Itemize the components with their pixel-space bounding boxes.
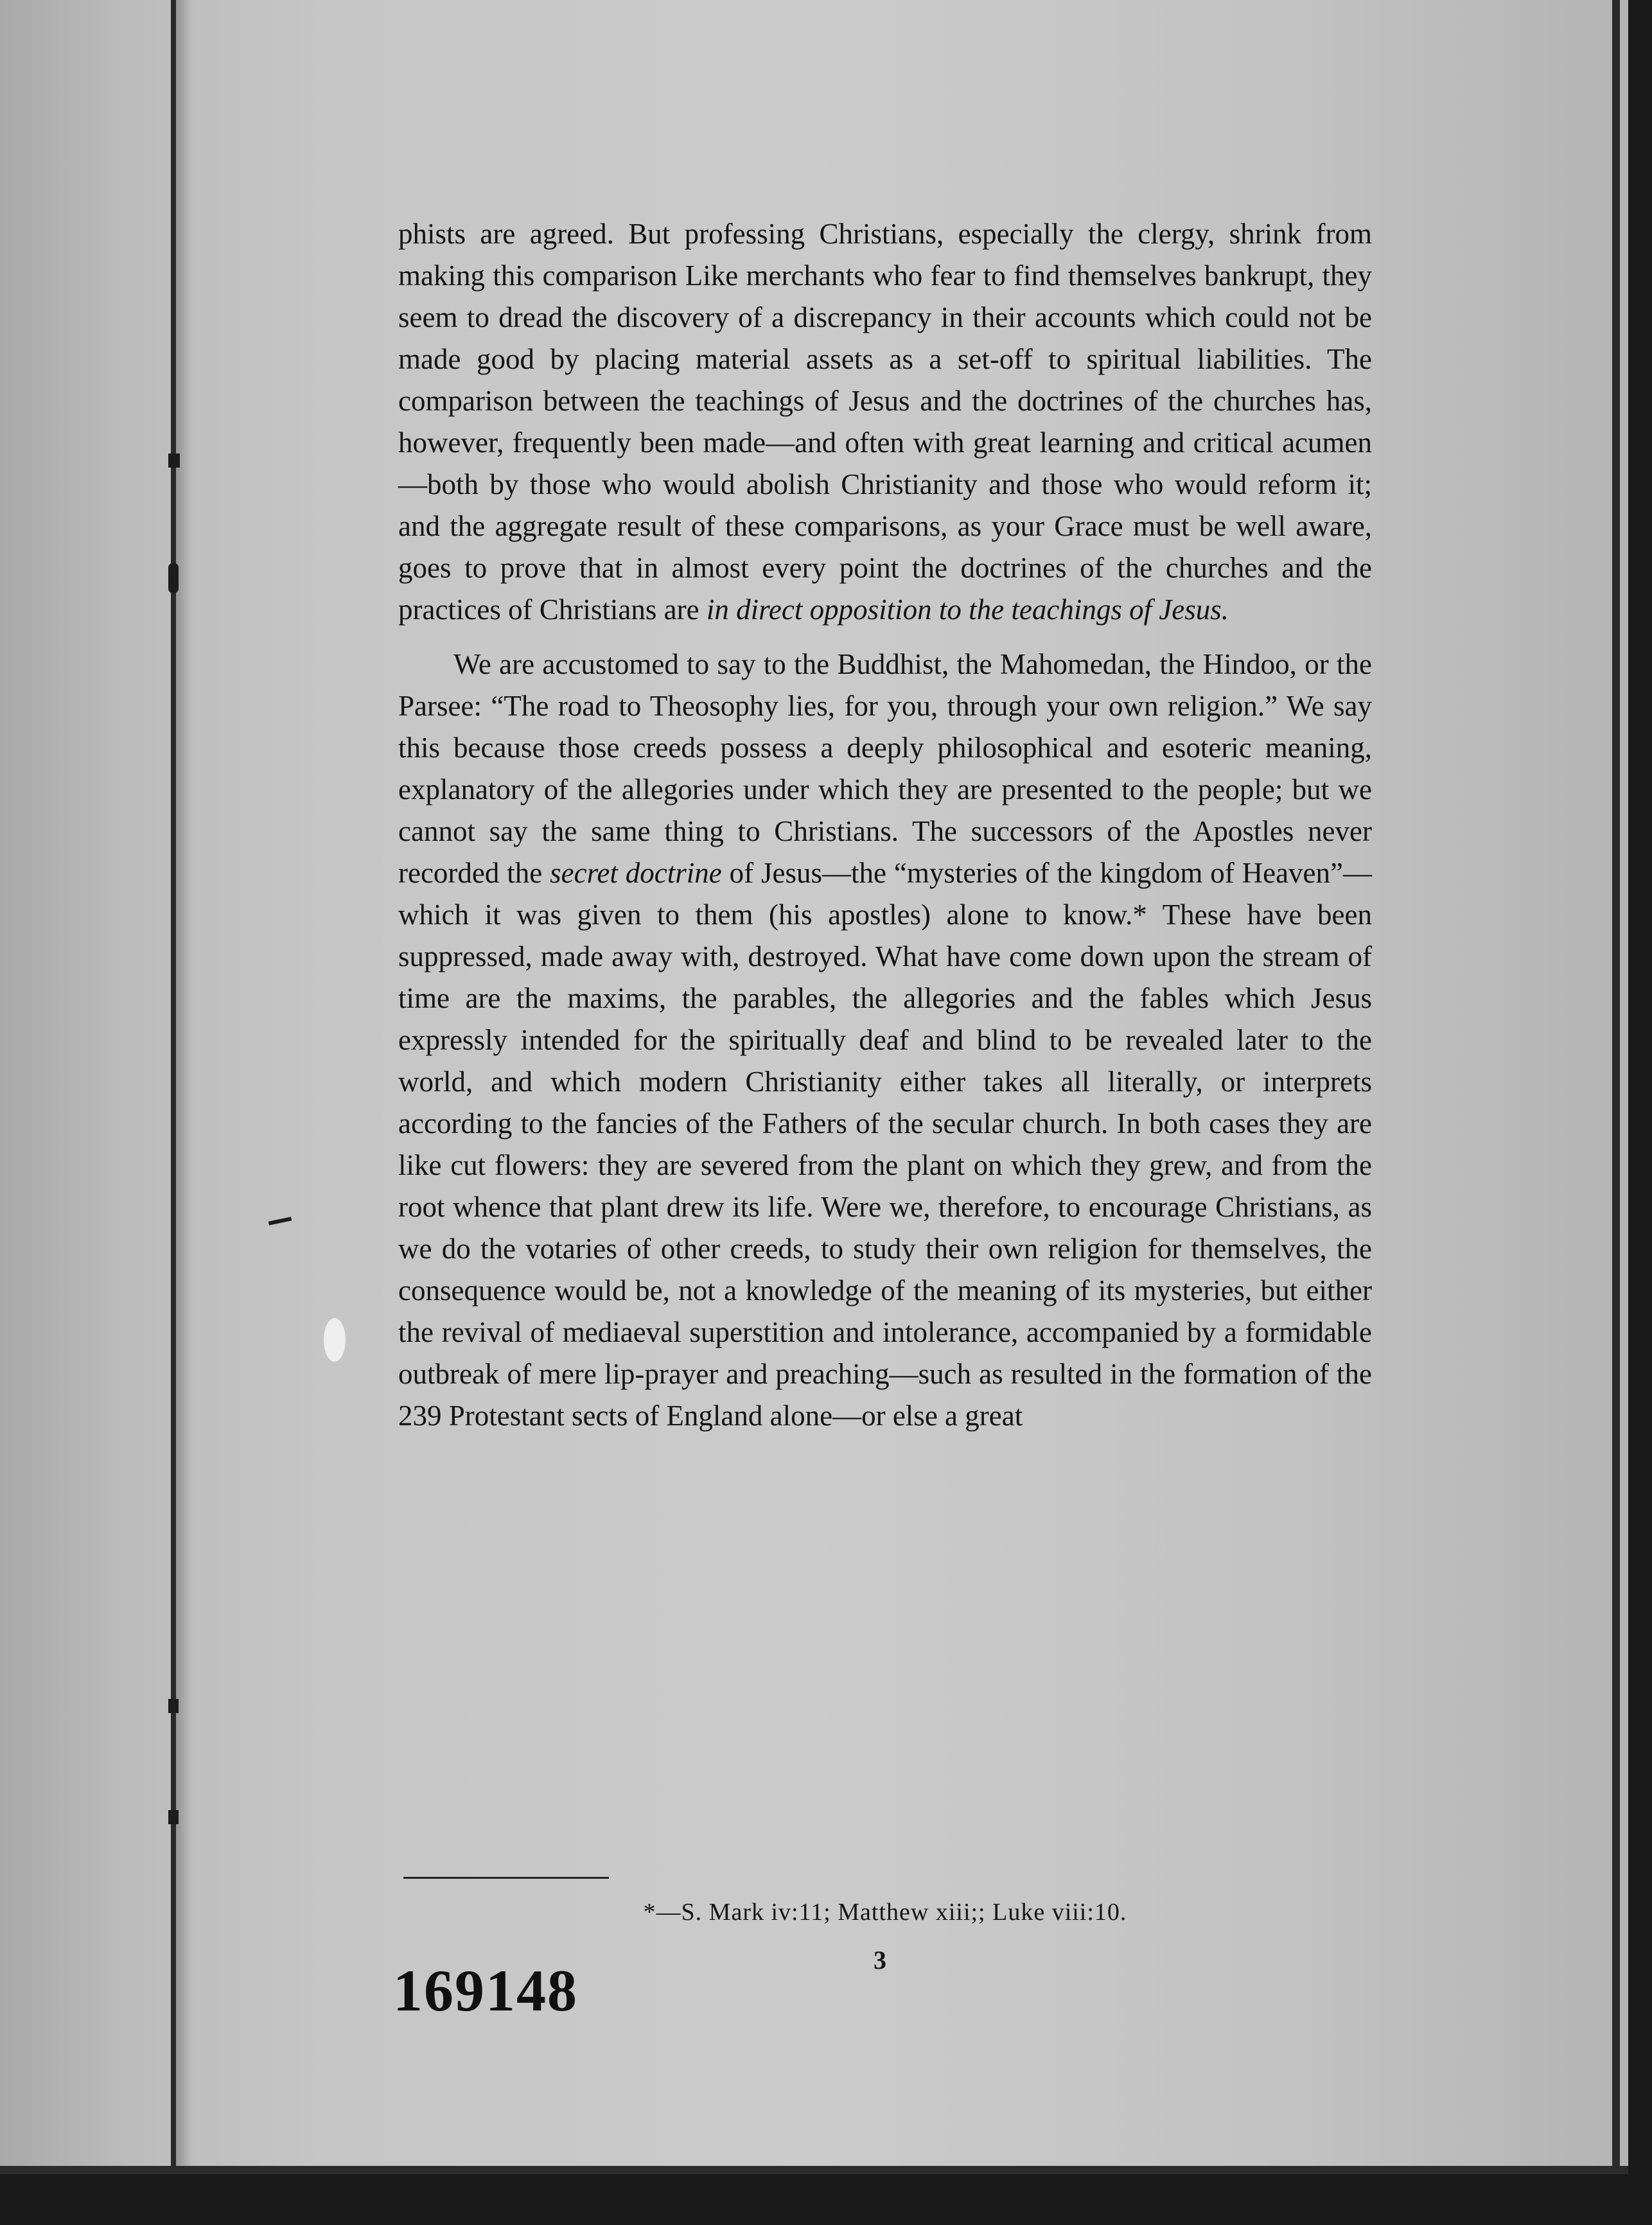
paragraph-text: of Jesus—the “mysteries of the kingdom of Heaven”—which it was given to them (his apostles) alone to know.* These have been suppressed, made away with, destroyed. What have come down upon the stream of time are the maxims, the parables, the allegories and the fables which Jesus expressly intended for the spiritually deaf and blind to be revealed later to the world, and which modern Christianity either takes all literally, or interprets according to the fancies of the Fathers of the secular church. In both cases they are like cut flowers: they are severed from the plant on which they grew, and from the root whence that plant drew its life. Were we, therefore, to encourage Christians, as we do the votaries of other creeds, to study their own religion for themselves, the consequence would be, not a knowledge of the meaning of its mysteries, but either the revival of mediaeval superstition and intolerance, accompanied by a formidable outbreak of mere lip-prayer and preaching—such as resulted in the formation of the 239 Protestant sects of England alone—or else a great: [398, 857, 1372, 1432]
italic-emphasis: secret doctrine: [550, 857, 722, 889]
staple-mark: [168, 1810, 179, 1824]
staple-mark: [168, 563, 179, 594]
staple-mark: [168, 1699, 179, 1713]
binding-spine: [171, 0, 176, 2174]
page-number: 3: [874, 1946, 886, 1974]
paragraph-text: We are accustomed to say to the Buddhist, the Mahomedan, the Hindoo, or the Parsee: “The road to Theosophy lies, for you, through your own religion.” We say this because those creeds possess a deeply philosophical and esoteric meaning, explanatory of the allegories under which they are presented to the people; but we cannot say the same thing to Christians. The successors of the Apostles never recorded the: [398, 648, 1372, 889]
staple-mark: [168, 453, 180, 468]
paper-blot: [324, 1318, 346, 1362]
italic-emphasis: in direct opposition to the teachings of Jesus.: [706, 594, 1229, 626]
footnote: *—S. Mark iv:11; Matthew xiii;; Luke viii:10.: [643, 1899, 1127, 1926]
page-bottom-edge: [0, 2166, 1628, 2174]
ink-speck: [268, 1217, 292, 1225]
paragraph: [398, 213, 1372, 631]
spine-shadow: [176, 0, 193, 2174]
page-right-edge: [1612, 0, 1620, 2174]
footnote-rule: [403, 1877, 609, 1879]
paragraph: [398, 644, 1372, 1437]
accession-stamp-number: 169148: [393, 1958, 578, 2023]
body-text: [398, 213, 1372, 1437]
paragraph-text: phists are agreed. But professing Christians, especially the clergy, shrink from making this comparison Like merchants who fear to find themselves bankrupt, they seem to dread the discovery of a discrepancy in their accounts which could not be made good by placing material assets as a set-off to spiritual liabilities. The comparison between the teachings of Jesus and the doctrines of the churches has, however, frequently been made—and often with great learning and critical acumen —both by those who would abolish Christianity and those who would reform it; and the aggregate result of these comparisons, as your Grace must be well aware, goes to prove that in almost every point the doctrines of the churches and the practices of Christians are: [398, 218, 1372, 626]
